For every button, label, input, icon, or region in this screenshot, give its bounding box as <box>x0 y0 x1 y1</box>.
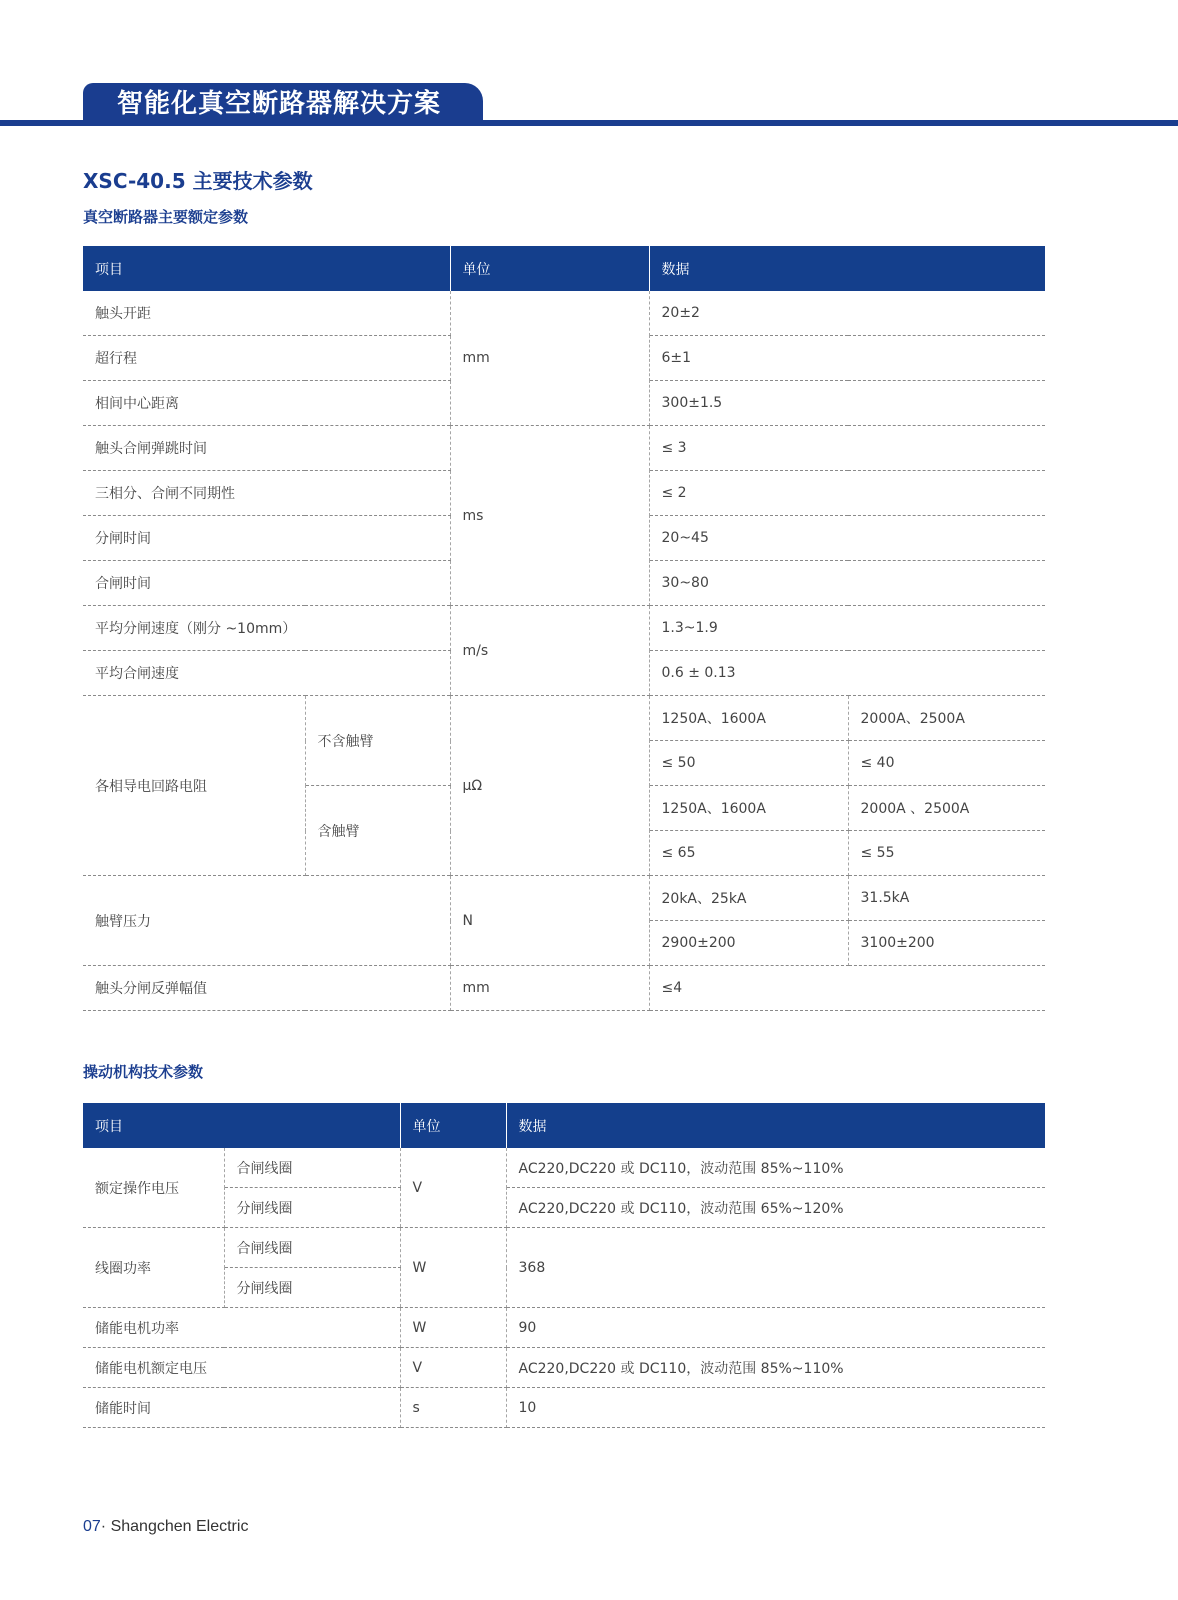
data-cell: 6±1 <box>649 336 1045 381</box>
table-row <box>83 876 1045 921</box>
table-header-row <box>83 246 1045 291</box>
sub-item-cell: 合闸线圈 <box>224 1148 400 1188</box>
header-unit: 单位 <box>400 1103 506 1148</box>
item-cell: 储能电机功率 <box>83 1308 400 1348</box>
sub-item-cell: 分闸线圈 <box>224 1188 400 1228</box>
item-cell: 相间中心距离 <box>83 381 450 426</box>
header-item: 项目 <box>83 1103 400 1148</box>
table-row <box>83 1388 1045 1428</box>
section-title: XSC-40.5 主要技术参数 <box>83 169 313 193</box>
unit-cell: ms <box>450 426 649 606</box>
table-row <box>83 966 1045 1011</box>
data-cell: 300±1.5 <box>649 381 1045 426</box>
table1-subtitle: 真空断路器主要额定参数 <box>83 208 249 226</box>
item-cell: 线圈功率 <box>83 1228 224 1308</box>
table-row <box>83 696 1045 741</box>
data-cell: 0.6 ± 0.13 <box>649 651 1045 696</box>
item-cell: 触臂压力 <box>83 876 450 966</box>
unit-cell: mm <box>450 291 649 426</box>
data-cell: ≤ 3 <box>649 426 1045 471</box>
item-cell: 储能电机额定电压 <box>83 1348 400 1388</box>
data-cell: 2000A 、2500A <box>848 786 1045 831</box>
footer-separator: · <box>100 1518 107 1535</box>
data-cell: AC220,DC220 或 DC110，波动范围 85%~110% <box>506 1348 1045 1388</box>
unit-cell: N <box>450 876 649 966</box>
page-title: 智能化真空断路器解决方案 <box>83 83 483 126</box>
table-row <box>83 1308 1045 1348</box>
sub-item-cell: 不含触臂 <box>305 696 450 786</box>
data-cell: 1.3~1.9 <box>649 606 1045 651</box>
unit-cell: W <box>400 1228 506 1308</box>
table2-subtitle: 操动机构技术参数 <box>83 1063 204 1081</box>
table-row <box>83 606 1045 651</box>
item-cell: 触头合闸弹跳时间 <box>83 426 450 471</box>
sub-item-cell: 分闸线圈 <box>224 1268 400 1308</box>
data-cell: AC220,DC220 或 DC110，波动范围 85%~110% <box>506 1148 1045 1188</box>
data-cell: 30~80 <box>649 561 1045 606</box>
data-cell: ≤ 55 <box>848 831 1045 876</box>
data-cell: 90 <box>506 1308 1045 1348</box>
data-cell: ≤ 65 <box>649 831 848 876</box>
mechanism-parameters-table <box>83 1103 1045 1428</box>
item-cell: 额定操作电压 <box>83 1148 224 1228</box>
table-header-row <box>83 1103 1045 1148</box>
data-cell: AC220,DC220 或 DC110，波动范围 65%~120% <box>506 1188 1045 1228</box>
footer <box>83 1518 248 1536</box>
data-cell: 1250A、1600A <box>649 786 848 831</box>
data-cell: 10 <box>506 1388 1045 1428</box>
table-row <box>83 1148 1045 1188</box>
header-data: 数据 <box>506 1103 1045 1148</box>
unit-cell: V <box>400 1148 506 1228</box>
sub-item-cell: 含触臂 <box>305 786 450 876</box>
table-row <box>83 1228 1045 1268</box>
item-cell: 各相导电回路电阻 <box>83 696 305 876</box>
item-cell: 储能时间 <box>83 1388 400 1428</box>
item-cell: 平均分闸速度（刚分 ~10mm） <box>83 606 450 651</box>
header-data: 数据 <box>649 246 1045 291</box>
page-number: 07 <box>83 1518 101 1535</box>
data-cell: 31.5kA <box>848 876 1045 921</box>
item-cell: 触头分闸反弹幅值 <box>83 966 450 1011</box>
unit-cell: m/s <box>450 606 649 696</box>
item-cell: 合闸时间 <box>83 561 450 606</box>
data-cell: 20±2 <box>649 291 1045 336</box>
data-cell: 1250A、1600A <box>649 696 848 741</box>
data-cell: ≤4 <box>649 966 1045 1011</box>
rated-parameters-table <box>83 246 1045 1011</box>
unit-cell: V <box>400 1348 506 1388</box>
item-cell: 触头开距 <box>83 291 450 336</box>
table-row <box>83 291 1045 336</box>
data-cell: 3100±200 <box>848 921 1045 966</box>
table-row <box>83 1188 1045 1228</box>
item-cell: 三相分、合闸不同期性 <box>83 471 450 516</box>
header-unit: 单位 <box>450 246 649 291</box>
item-cell: 超行程 <box>83 336 450 381</box>
unit-cell: W <box>400 1308 506 1348</box>
data-cell: 20kA、25kA <box>649 876 848 921</box>
data-cell: ≤ 50 <box>649 741 848 786</box>
unit-cell: s <box>400 1388 506 1428</box>
sub-item-cell: 合闸线圈 <box>224 1228 400 1268</box>
data-cell: ≤ 2 <box>649 471 1045 516</box>
data-cell: 2000A、2500A <box>848 696 1045 741</box>
data-cell: 20~45 <box>649 516 1045 561</box>
unit-cell: mm <box>450 966 649 1011</box>
data-cell: ≤ 40 <box>848 741 1045 786</box>
item-cell: 分闸时间 <box>83 516 450 561</box>
data-cell: 2900±200 <box>649 921 848 966</box>
data-cell: 368 <box>506 1228 1045 1308</box>
header-item: 项目 <box>83 246 450 291</box>
brand-name: Shangchen Electric <box>110 1518 249 1535</box>
item-cell: 平均合闸速度 <box>83 651 450 696</box>
unit-cell: μΩ <box>450 696 649 876</box>
table-row <box>83 1348 1045 1388</box>
table-row <box>83 426 1045 471</box>
